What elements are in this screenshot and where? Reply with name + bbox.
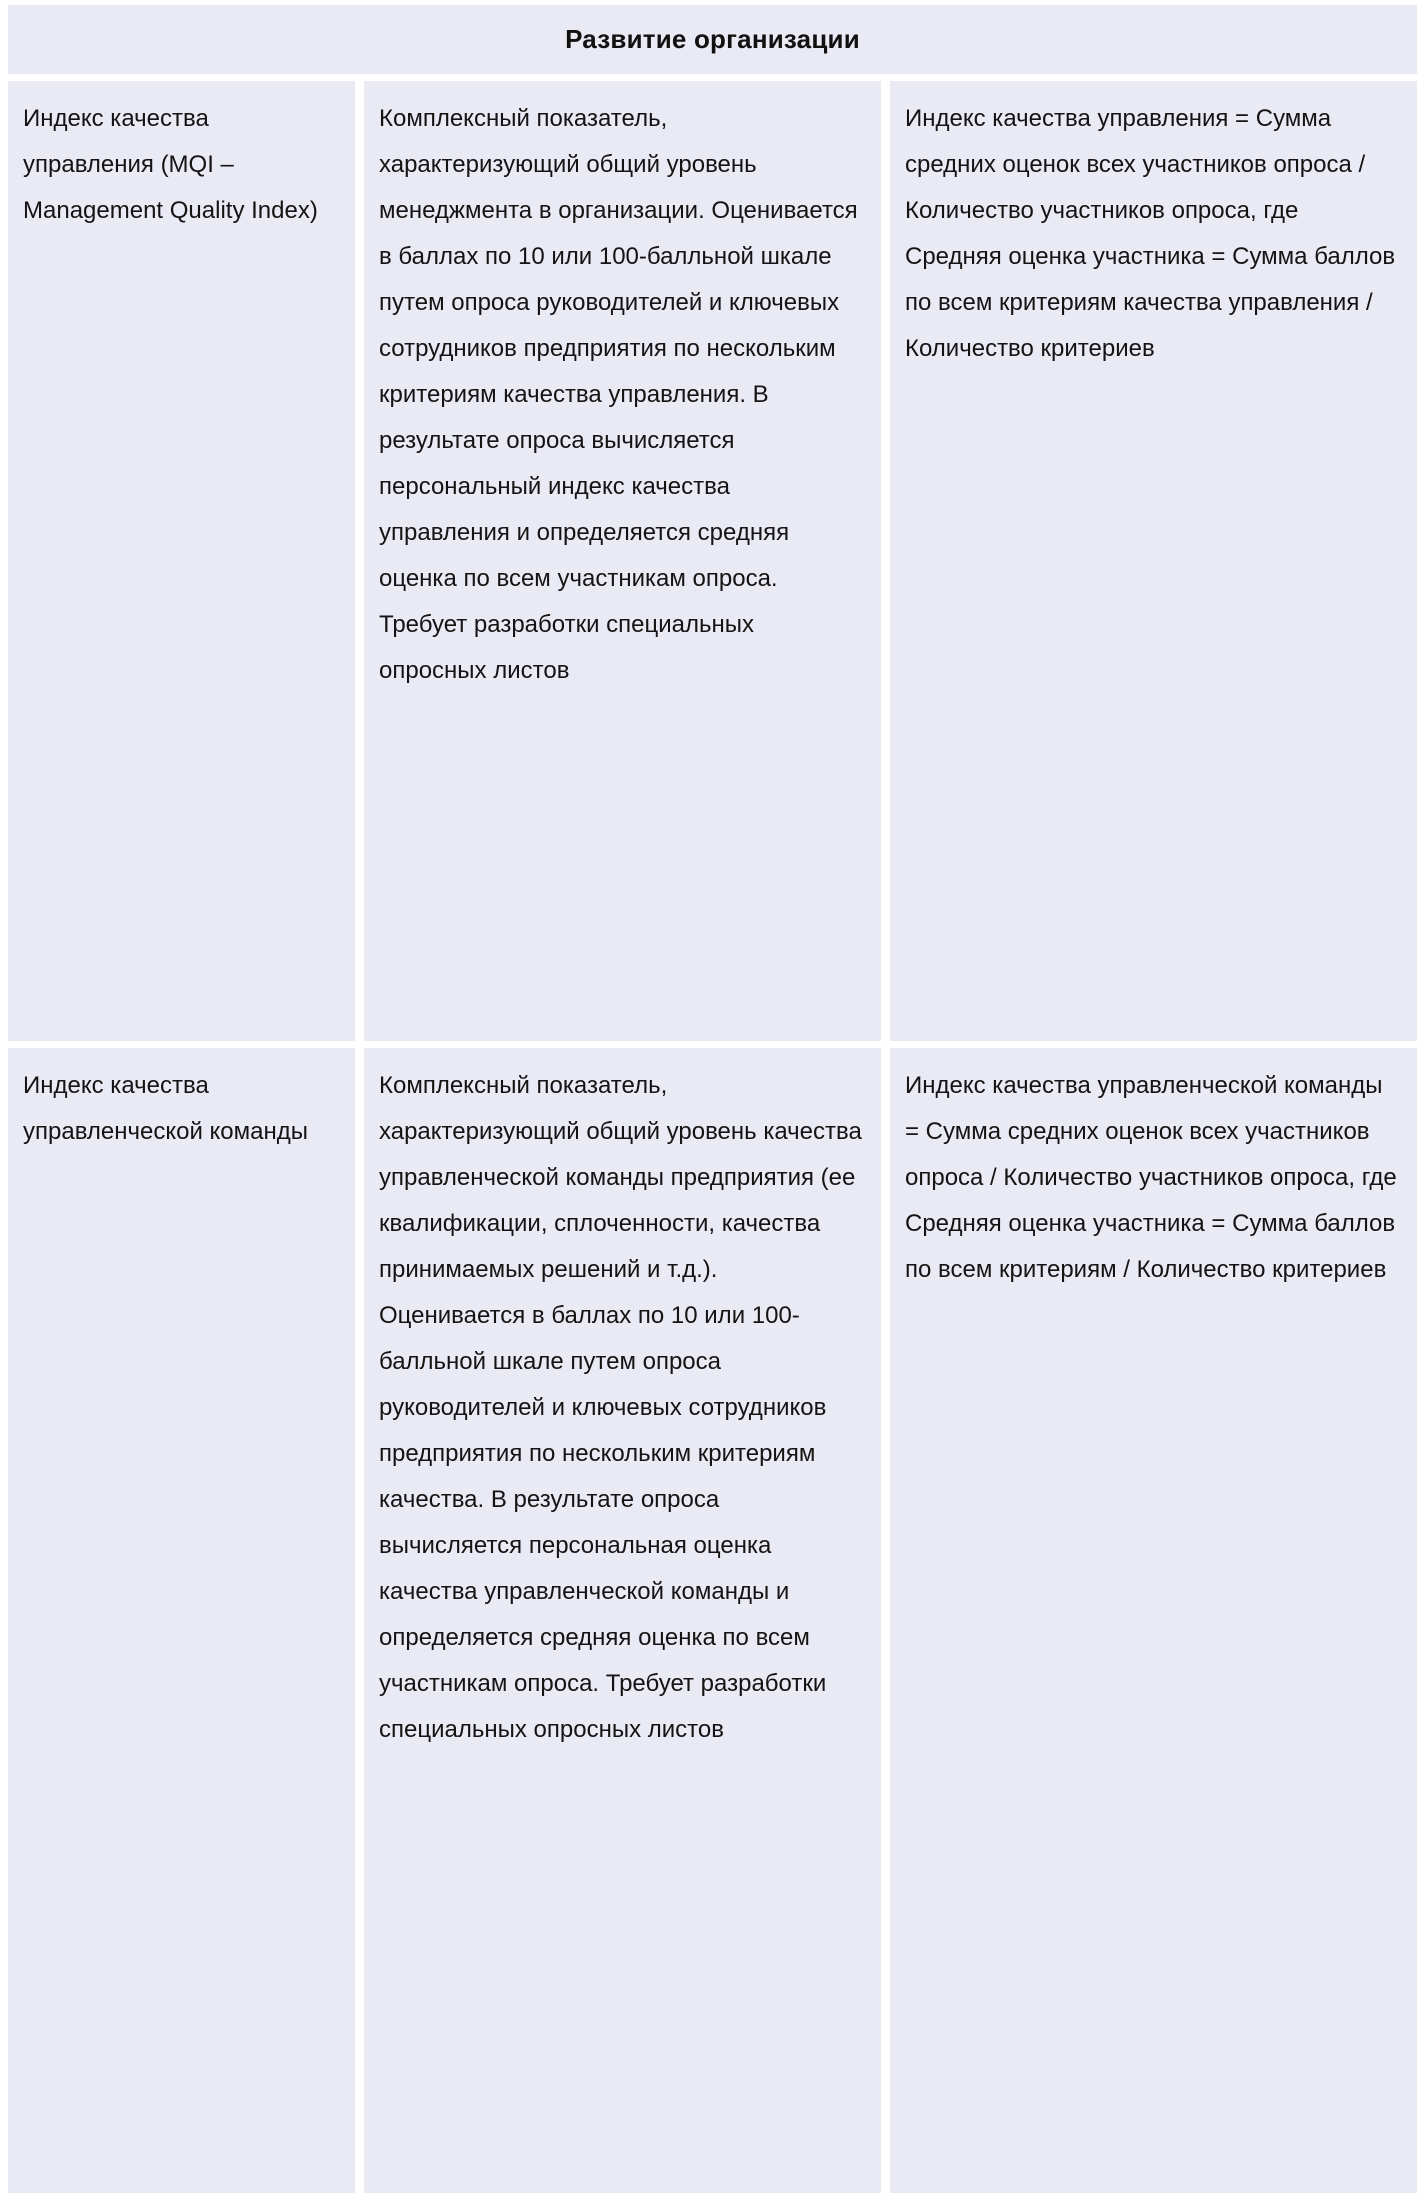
indicator-formula-cell: Индекс качества управления = Сумма средних оценок всех участников опроса / Количество участников опроса, где Средняя оценка участника = Сумма баллов по всем критериям качества управления / Количество критериев bbox=[890, 81, 1417, 1041]
table-row bbox=[8, 81, 1417, 1041]
table-row bbox=[8, 1048, 1417, 2193]
indicator-name-cell: Индекс качества управления (MQI – Management Quality Index) bbox=[8, 81, 355, 1041]
table-title: Развитие организации bbox=[565, 24, 860, 54]
indicator-description-cell: Комплексный показатель, характеризующий общий уровень качества управленческой команды предприятия (ее квалификации, сплоченности, качества принимаемых решений и т.д.). Оценивается в баллах по 10 или 100-балльной шкале путем опроса руководителей и ключевых сотрудников предприятия по нескольким критериям качества. В результате опроса вычисляется персональная оценка качества управленческой команды и определяется средняя оценка по всем участникам опроса. Требует разработки специальных опросных листов bbox=[364, 1048, 881, 2193]
indicator-formula-cell: Индекс качества управленческой команды = Сумма средних оценок всех участников опроса / Количество участников опроса, где Средняя оценка участника = Сумма баллов по всем критериям / Количество критериев bbox=[890, 1048, 1417, 2193]
indicator-description-cell: Комплексный показатель, характеризующий общий уровень менеджмента в организации. Оценивается в баллах по 10 или 100-балльной шкале путем опроса руководителей и ключевых сотрудников предприятия по нескольким критериям качества управления. В результате опроса вычисляется персональный индекс качества управления и определяется средняя оценка по всем участникам опроса. Требует разработки специальных опросных листов bbox=[364, 81, 881, 1041]
table-header-row bbox=[8, 5, 1417, 74]
indicator-name-cell: Индекс качества управленческой команды bbox=[8, 1048, 355, 2193]
